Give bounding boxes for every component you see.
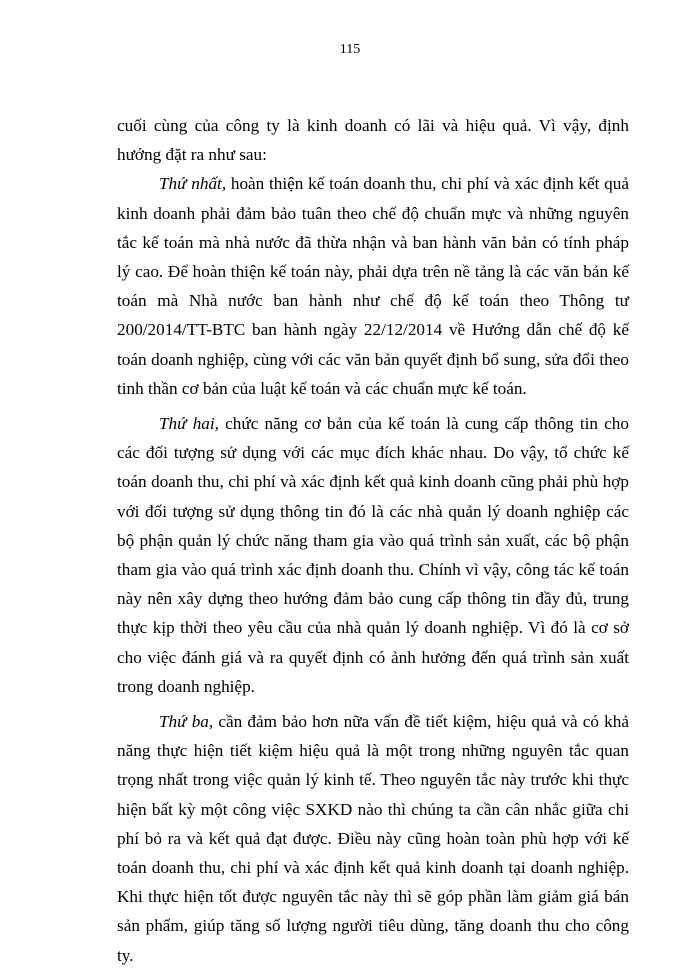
page-number: 115 bbox=[339, 42, 361, 57]
paragraph-lead: Thứ nhất, bbox=[159, 174, 227, 194]
paragraph-lead: Thứ hai, bbox=[159, 414, 219, 434]
paragraph-first-point bbox=[117, 169, 629, 403]
paragraph-text: cuối cùng của công ty là kinh doanh có lãi và hiệu quả. Vì vậy, định hướng đặt ra như sau: bbox=[117, 116, 629, 165]
paragraph-text: chức năng cơ bản của kế toán là cung cấp thông tin cho các đối tượng sử dụng với các mục đích khác nhau. Do vậy, tổ chức kế toán doanh thu, chi phí và xác định kết quả kinh doanh cũng phải phù hợp với đối tượng sử dụng thông tin đó là các nhà quản lý doanh nghiệp các bộ phận quản lý chức năng tham gia vào quá trình sản xuất, các bộ phận tham gia vào quá trình xác định doanh thu. Chính vì vậy, công tác kế toán này nên xây dựng theo hướng đảm bảo cung cấp thông tin đầy đủ, trung thực kịp thời theo yêu cầu của nhà quản lý doanh nghiệp. Vì đó là cơ sở cho việc đánh giá và ra quyết định có ảnh hưởng đến quá trình sản xuất trong doanh nghiệp. bbox=[117, 414, 629, 696]
paragraph-second-point bbox=[117, 409, 629, 701]
body-text bbox=[117, 111, 629, 970]
paragraph-continuation bbox=[117, 111, 629, 169]
paragraph-text: cần đảm bảo hơn nữa vấn đề tiết kiệm, hiệu quả và có khả năng thực hiện tiết kiệm hiệu quả là một trong những nguyên tắc quan trọng nhất trong việc quản lý kinh tế. Theo nguyên tắc này trước khi thực hiện bất kỳ một công việc SXKD nào thì chúng ta cần cân nhắc giữa chi phí bỏ ra và kết quả đạt được. Điều này cũng hoàn toàn phù hợp với kế toán doanh thu, chi phí và xác định kết quả kinh doanh tại doanh nghiệp. Khi thực hiện tốt được nguyên tắc này thì sẽ góp phần làm giảm giá bán sản phẩm, giúp tăng số lượng người tiêu dùng, tăng doanh thu cho công ty. bbox=[117, 712, 629, 965]
paragraph-third-point bbox=[117, 707, 629, 970]
paragraph-text: hoàn thiện kế toán doanh thu, chi phí và xác định kết quả kinh doanh phải đảm bảo tuân theo chế độ chuẩn mực và những nguyên tắc kế toán mà nhà nước đã thừa nhận và ban hành văn bản có tính pháp lý cao. Để hoàn thiện kế toán này, phải dựa trên nề tảng là các văn bản kế toán mà Nhà nước ban hành như chế độ kế toán theo Thông tư 200/2014/TT-BTC ban hành ngày 22/12/2014 về Hướng dẫn chế độ kế toán doanh nghiệp, cùng với các văn bản quyết định bổ sung, sửa đổi theo tinh thần cơ bản của luật kế toán và các chuẩn mực kế toán. bbox=[117, 174, 629, 398]
paragraph-lead: Thứ ba, bbox=[159, 712, 214, 732]
